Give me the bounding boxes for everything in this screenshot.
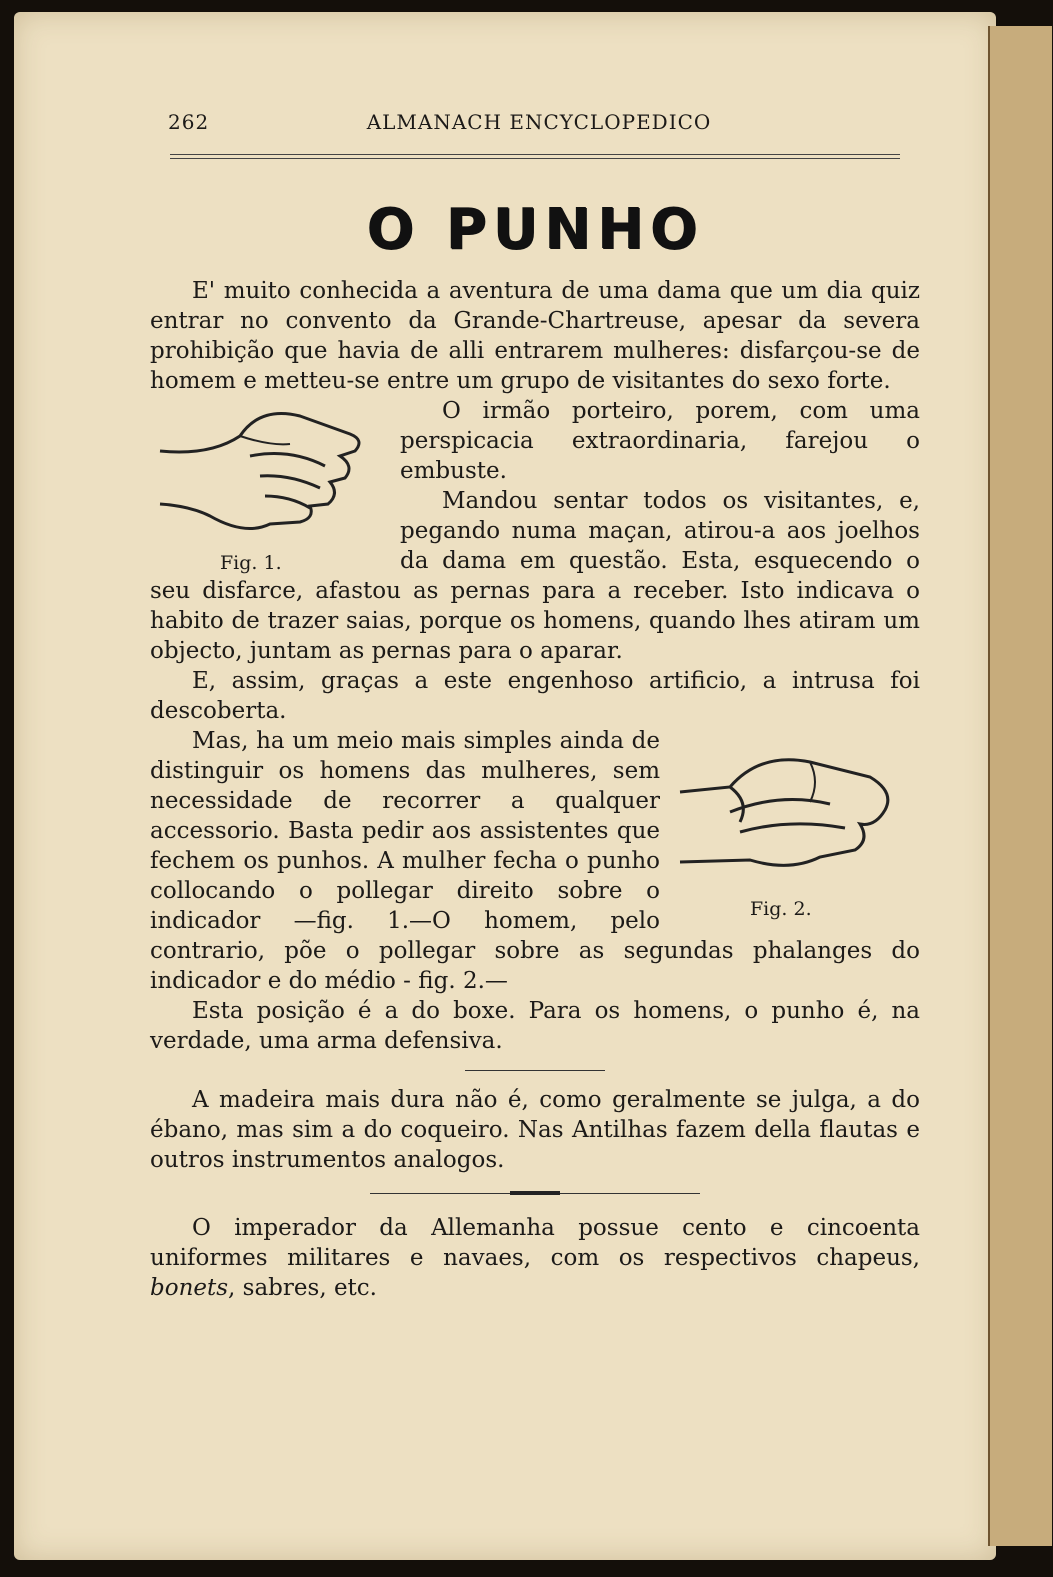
paragraph-2: O irmão porteiro, porem, com uma perspicacia extraordinaria, farejou o embuste.	[400, 398, 920, 484]
section-divider-double	[370, 1193, 700, 1195]
note-emperor	[150, 1213, 920, 1303]
page-number: 262	[168, 110, 210, 134]
paragraph-6: Esta posição é a do boxe. Para os homens, o punho é, na verdade, uma arma defensiva.	[150, 998, 920, 1054]
running-title: ALMANACH ENCYCLOPEDICO	[366, 110, 712, 134]
note-emperor-tail: , sabres, etc.	[228, 1275, 377, 1301]
note-emperor-text: O imperador da Allemanha possue cento e cincoenta uniformes militares e navaes, com os respectivos chapeus,	[150, 1215, 920, 1271]
page-header	[150, 110, 920, 150]
page-content	[150, 110, 920, 1303]
note-emperor-italic: bonets	[150, 1275, 229, 1301]
figure-1	[150, 396, 390, 576]
paragraph-3: Mandou sentar todos os visitantes, e, pegando numa maçan, atirou-a aos joelhos da dama em questão. Esta, esquecendo o seu disfarce, afastou as pernas para a receber. Isto indicava o habito de trazer saias, porque os homens, quando lhes atiram um objecto, juntam as pernas para o aparar.	[150, 488, 920, 664]
paragraph-1: E' muito conhecida a aventura de uma dama que um dia quiz entrar no convento da Grande-Chartreuse, apesar da severa prohibição que havia de alli entrarem mulheres: disfarçou-se de homem e metteu-se entre um grupo de visitantes do sexo forte.	[150, 278, 920, 394]
article-title: O PUNHO	[366, 197, 704, 262]
header-rule	[170, 154, 900, 159]
section-divider	[465, 1070, 605, 1071]
facing-page-edge	[988, 26, 1052, 1546]
paragraph-5: Mas, ha um meio mais simples ainda de distinguir os homens das mulheres, sem necessidade de recorrer a qualquer accessorio. Basta pedir aos assistentes que fechem os punhos. A mulher fecha o punho collocando o pollegar direito sobre o indicador —fig. 1.—O homem, pelo contrario, põe o pollegar sobre as segundas phalanges do indicador e do médio - fig. 2.—	[150, 728, 920, 994]
fist-woman-illustration	[150, 396, 390, 546]
figure-1-caption: Fig. 1.	[220, 552, 282, 574]
fist-man-illustration	[670, 732, 920, 892]
figure-2-caption: Fig. 2.	[750, 898, 812, 920]
paragraph-4: E, assim, graças a este engenhoso artificio, a intrusa foi descoberta.	[150, 668, 920, 724]
figure-2	[670, 732, 920, 922]
note-wood: A madeira mais dura não é, como geralmente se julga, a do ébano, mas sim a do coqueiro. Nas Antilhas fazem della flautas e outros instrumentos analogos.	[150, 1087, 920, 1173]
